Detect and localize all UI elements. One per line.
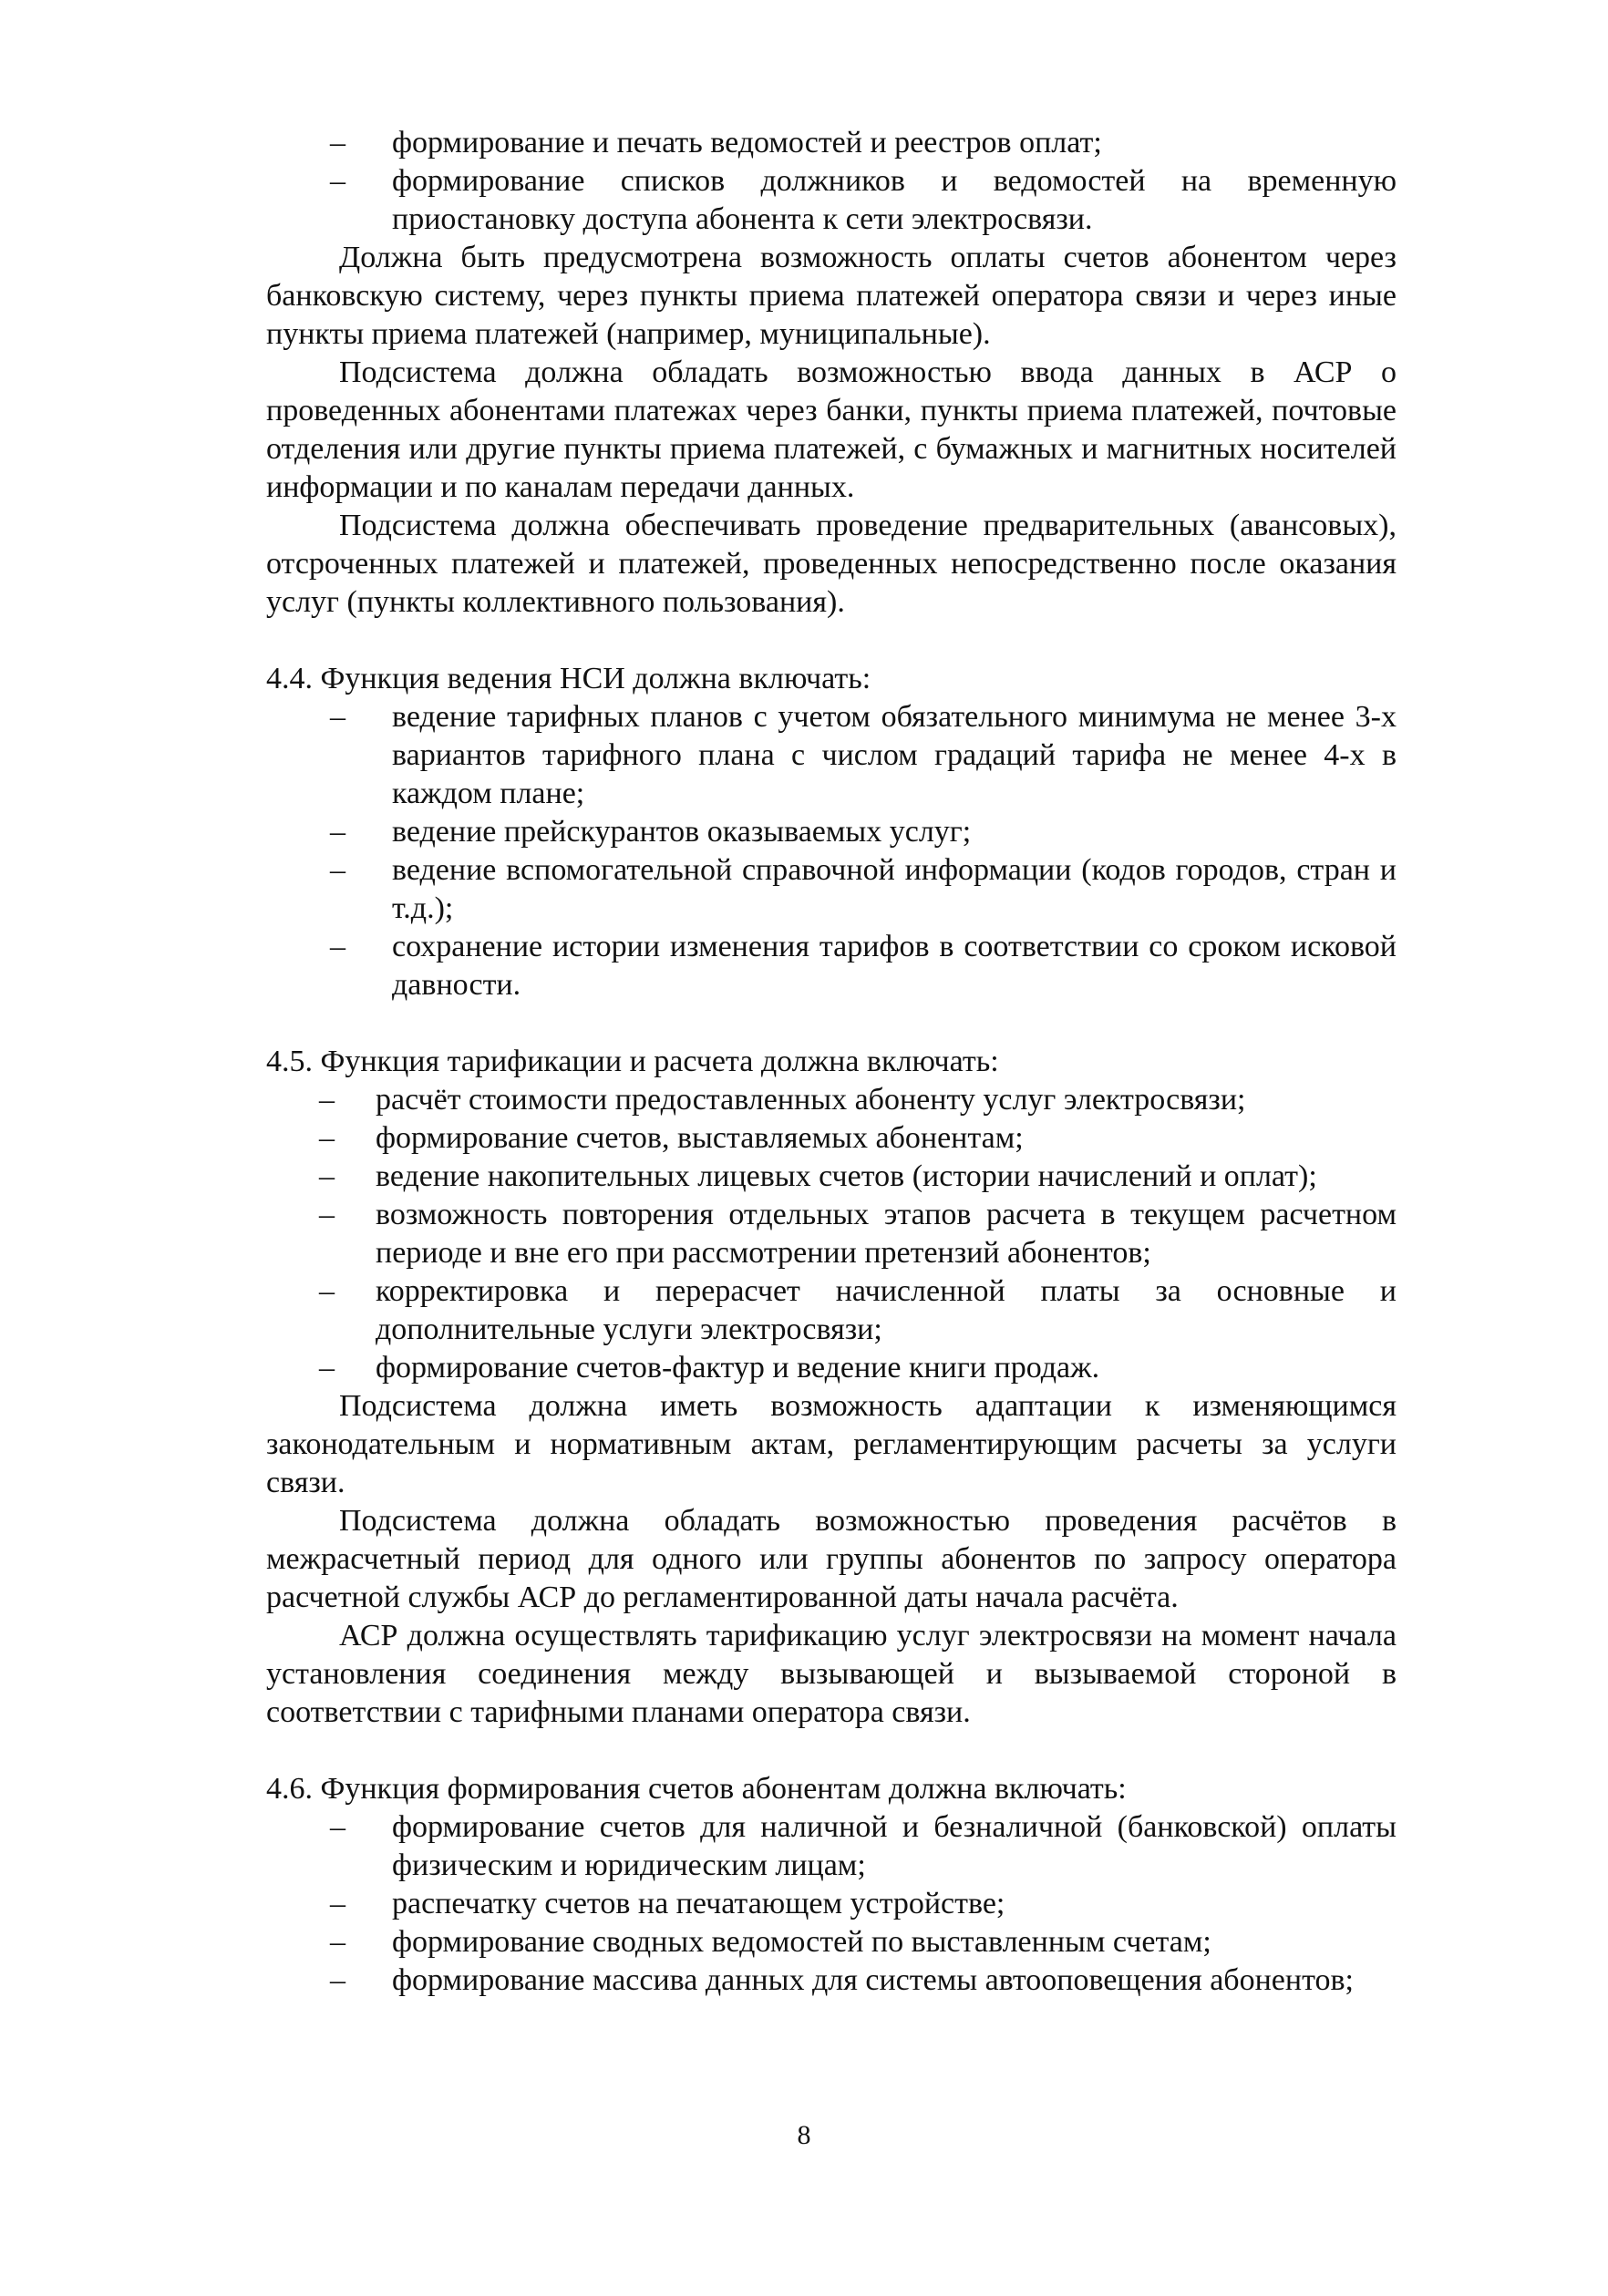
page-content xyxy=(266,124,1397,2000)
dash-marker: – xyxy=(330,1810,345,1844)
dash-marker: – xyxy=(330,1925,345,1959)
section-heading-4-5: 4.5. Функция тарификации и расчета должна включать: xyxy=(266,1045,999,1078)
list-item: – формирование и печать ведомостей и реестров оплат; xyxy=(266,124,1397,162)
dash-marker: – xyxy=(319,1198,335,1231)
dash-marker: – xyxy=(319,1121,335,1155)
paragraph: Должна быть предусмотрена возможность оплаты счетов абонентом через банковскую систему, через пункты приема платежей оператора связи и через иные пункты приема платежей (например, муниципальные). xyxy=(266,241,1397,351)
list-item: – корректировка и перерасчет начисленной платы за основные и дополнительные услуги электросвязи; xyxy=(319,1274,1397,1346)
dash-marker: – xyxy=(319,1159,335,1193)
dash-marker: – xyxy=(330,126,345,160)
dash-marker: – xyxy=(330,700,345,734)
paragraph: Подсистема должна обеспечивать проведение предварительных (авансовых), отсроченных платежей и платежей, проведенных непосредственно после оказания услуг (пункты коллективного пользования). xyxy=(266,509,1397,619)
dash-marker: – xyxy=(330,164,345,198)
dash-marker: – xyxy=(330,930,345,963)
list-item: – формирование массива данных для системы автооповещения абонентов; xyxy=(266,1961,1397,2000)
list-item: – формирование списков должников и ведомостей на временную приостановку доступа абонента к сети электросвязи. xyxy=(330,164,1397,236)
dash-marker: – xyxy=(330,1963,345,1997)
list-item: – ведение накопительных лицевых счетов (истории начислений и оплат); xyxy=(266,1158,1397,1196)
list-item: – сохранение истории изменения тарифов в соответствии со сроком исковой давности. xyxy=(330,930,1397,1002)
dash-marker: – xyxy=(319,1274,335,1308)
list-item: – формирование счетов-фактур и ведение книги продаж. xyxy=(266,1349,1397,1387)
dash-marker: – xyxy=(330,815,345,849)
dash-marker: – xyxy=(319,1351,335,1385)
list-item: – распечатку счетов на печатающем устройстве; xyxy=(266,1885,1397,1923)
list-item: – ведение тарифных планов с учетом обязательного минимума не менее 3-х вариантов тарифного плана с числом градаций тарифа не менее 4-х в каждом плане; xyxy=(330,700,1397,810)
list-item: – ведение прейскурантов оказываемых услуг; xyxy=(266,813,1397,851)
section-heading-4-6: 4.6. Функция формирования счетов абонентам должна включать: xyxy=(266,1772,1127,1806)
paragraph: АСР должна осуществлять тарификацию услуг электросвязи на момент начала установления соединения между вызывающей и вызываемой стороной в соответствии с тарифными планами оператора связи. xyxy=(266,1619,1397,1729)
list-item: – возможность повторения отдельных этапов расчета в текущем расчетном периоде и вне его при рассмотрении претензий абонентов; xyxy=(319,1198,1397,1270)
dash-marker: – xyxy=(319,1083,335,1117)
paragraph: Подсистема должна иметь возможность адаптации к изменяющимся законодательным и нормативным актам, регламентирующим расчеты за услуги связи. xyxy=(266,1389,1397,1499)
dash-marker: – xyxy=(330,853,345,887)
list-item: – формирование счетов, выставляемых абонентам; xyxy=(266,1119,1397,1158)
list-item: – формирование счетов для наличной и безналичной (банковской) оплаты физическим и юридическим лицам; xyxy=(330,1810,1397,1882)
paragraph: Подсистема должна обладать возможностью ввода данных в АСР о проведенных абонентами платежах через банки, пункты приема платежей, почтовые отделения или другие пункты приема платежей, с бумажных и магнитных носителей информации и по каналам передачи данных. xyxy=(266,355,1397,504)
paragraph: Подсистема должна обладать возможностью проведения расчётов в межрасчетный период для одного или группы абонентов по запросу оператора расчетной службы АСР до регламентированной даты начала расчёта. xyxy=(266,1504,1397,1614)
dash-marker: – xyxy=(330,1887,345,1920)
list-item: – ведение вспомогательной справочной информации (кодов городов, стран и т.д.); xyxy=(330,853,1397,925)
list-item: – расчёт стоимости предоставленных абоненту услуг электросвязи; xyxy=(266,1081,1397,1119)
list-item: – формирование сводных ведомостей по выставленным счетам; xyxy=(266,1923,1397,1961)
section-heading-4-4: 4.4. Функция ведения НСИ должна включать: xyxy=(266,662,871,695)
page-number: 8 xyxy=(797,2120,811,2150)
